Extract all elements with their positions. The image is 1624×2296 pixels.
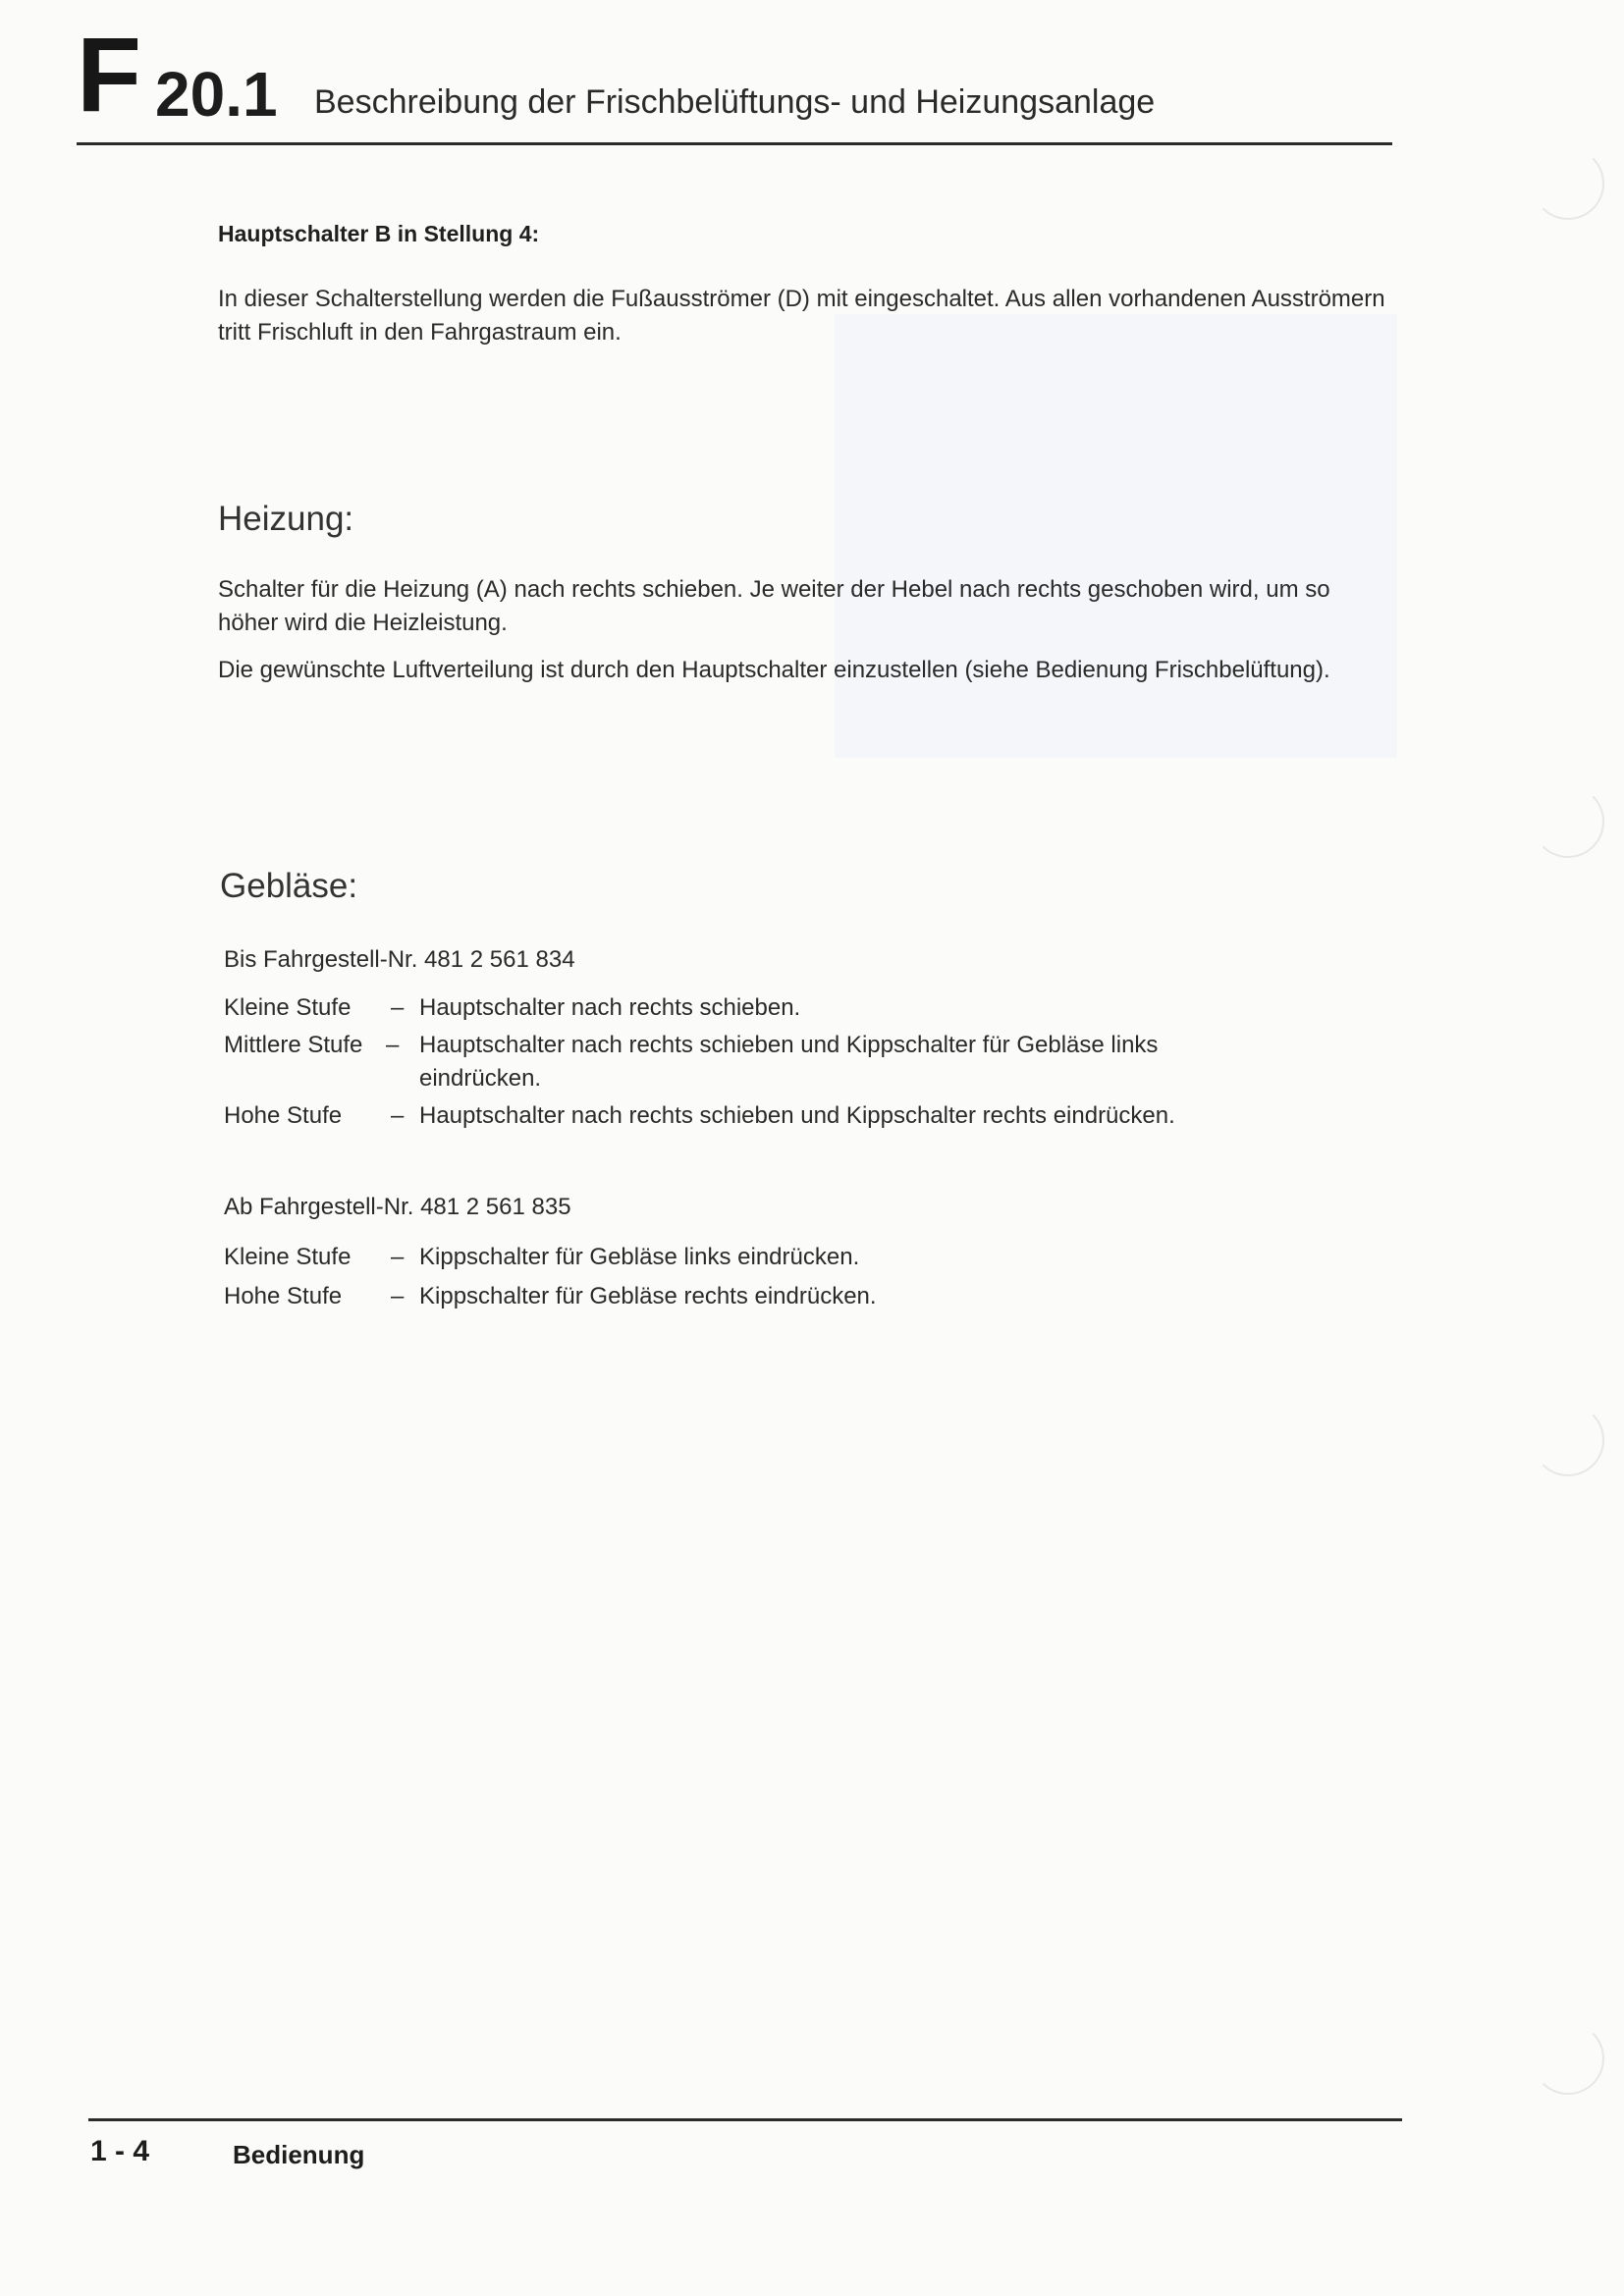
punch-hole [1532, 2022, 1604, 2095]
page-title: Beschreibung der Frischbelüftungs- und Heizungsanlage [314, 83, 1156, 121]
speed-description: Hauptschalter nach rechts schieben und Kippschalter für Gebläse links eindrücken. [419, 1032, 1159, 1092]
footer-section: Bedienung [233, 2140, 365, 2169]
background-tint [835, 314, 1397, 758]
heating-heading: Heizung: [218, 500, 354, 538]
dash: – [391, 1102, 405, 1129]
chapter-letter: F [77, 15, 139, 133]
chassis-range-1: Bis Fahrgestell-Nr. 481 2 561 834 [224, 946, 575, 973]
heating-paragraph-1: Schalter für die Heizung (A) nach rechts schieben. Je weiter der Hebel nach rechts geschoben wird, um so höher wird die Heizleistung. [218, 576, 1330, 636]
footer-divider [88, 2118, 1402, 2121]
header-divider [77, 142, 1392, 145]
speed-description: Kippschalter für Gebläse links eindrücken. [419, 1244, 860, 1270]
dash: – [391, 994, 405, 1021]
dash: – [391, 1283, 405, 1309]
speed-description: Hauptschalter nach rechts schieben und Kippschalter rechts eindrücken. [419, 1102, 1175, 1129]
chassis-range-2: Ab Fahrgestell-Nr. 481 2 561 835 [224, 1194, 571, 1220]
punch-hole [1532, 785, 1604, 858]
speed-label: Hohe Stufe [224, 1283, 343, 1309]
dash: – [391, 1244, 405, 1270]
speed-description: Kippschalter für Gebläse rechts eindrücken. [419, 1283, 877, 1309]
punch-hole [1532, 147, 1604, 220]
section-subheading: Hauptschalter B in Stellung 4: [218, 221, 540, 246]
heating-paragraph-2: Die gewünschte Luftverteilung ist durch den Hauptschalter einzustellen (siehe Bedienung Frischbelüftung). [218, 657, 1330, 683]
page-number: 1 - 4 [90, 2135, 150, 2167]
chapter-number: 20.1 [155, 59, 278, 130]
speed-description: Hauptschalter nach rechts schieben. [419, 994, 801, 1021]
dash: – [386, 1032, 400, 1058]
speed-label: Kleine Stufe [224, 1244, 352, 1270]
blower-heading: Gebläse: [220, 867, 358, 905]
speed-label: Kleine Stufe [224, 994, 352, 1021]
punch-hole [1532, 1404, 1604, 1476]
speed-label: Mittlere Stufe [224, 1032, 363, 1058]
speed-label: Hohe Stufe [224, 1102, 343, 1129]
switch-paragraph: In dieser Schalterstellung werden die Fußausströmer (D) mit eingeschaltet. Aus allen vorhandenen Ausströmern tritt Frischluft in den Fahrgastraum ein. [218, 286, 1385, 346]
